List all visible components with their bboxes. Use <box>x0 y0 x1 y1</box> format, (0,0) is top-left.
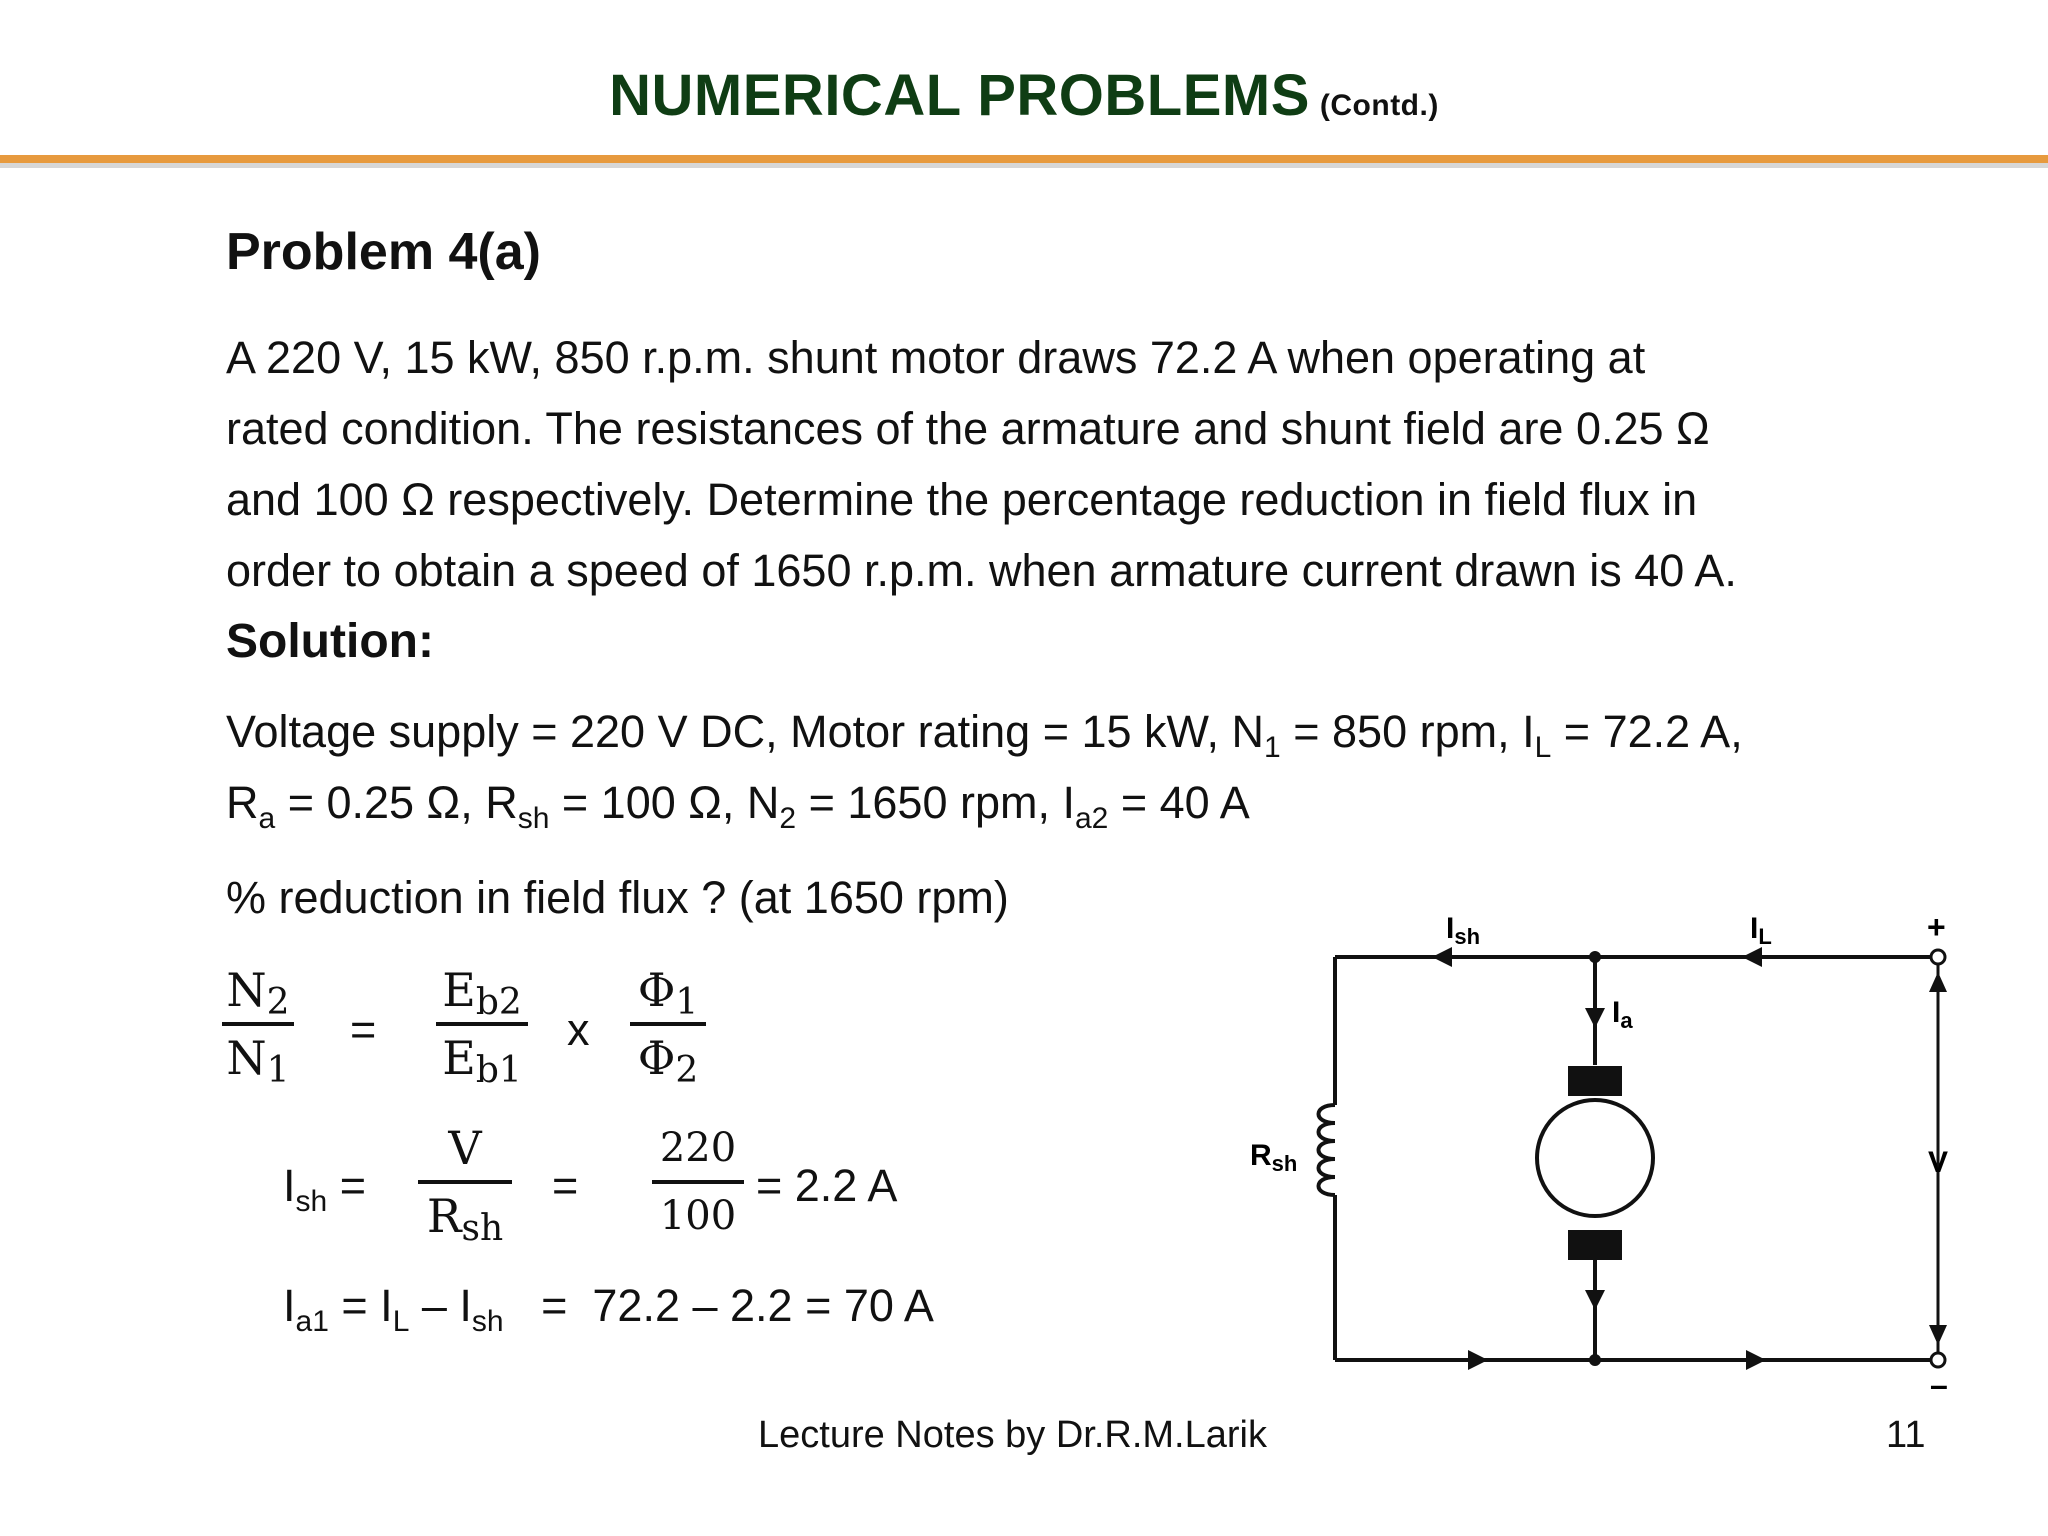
eq3: $I_{a1} = I_L - I_{sh} = 72.2 - 2.2 = 70$ A <box>283 1280 934 1338</box>
eq2-result: = 2.2 A <box>756 1160 898 1211</box>
solution-heading: Solution: <box>226 615 434 668</box>
shunt-field-coil <box>1319 1105 1336 1195</box>
problem-line: rated condition. The resistances of the armature and shunt field are 0.25 Ω <box>226 403 1710 454</box>
brush-top <box>1568 1066 1622 1096</box>
label-minus: – <box>1930 1367 1948 1403</box>
title-text: NUMERICAL PROBLEMS <box>609 63 1310 128</box>
fraction-n2-n1: $N_2$ $N_1$ <box>222 960 294 1088</box>
arrow-ia <box>1585 1008 1605 1028</box>
arrow-bottom-right <box>1746 1350 1766 1370</box>
given-line-2: $R_a = 0.25$ Ω, $R_{sh} = 100$ Ω, $N_2 = 1650$ rpm, $I_{a2} = 40$ A <box>226 777 1250 835</box>
junction-dot-bottom <box>1589 1354 1601 1366</box>
terminal-negative <box>1931 1353 1945 1367</box>
fraction-eb2-eb1: $E_{b2}$ $E_{b1}$ <box>436 960 528 1088</box>
terminal-positive <box>1931 950 1945 964</box>
problem-line: A 220 V, 15 kW, 850 r.p.m. shunt motor draws 72.2 A when operating at <box>226 332 1646 383</box>
label-rsh: $R_{sh}$ <box>1250 1139 1298 1176</box>
problem-heading: Problem 4(a) <box>226 223 541 281</box>
eq1-equals: = <box>350 1004 377 1055</box>
eq2-lhs: $I_{sh}$ = <box>283 1160 366 1218</box>
fraction-220-100: 220 100 <box>652 1118 744 1246</box>
fraction-v-rsh: V $R_{sh}$ <box>418 1118 512 1246</box>
title-suffix: (Contd.) <box>1319 89 1439 122</box>
eq2-equals: = <box>552 1160 579 1211</box>
eq1-times: x <box>567 1004 590 1055</box>
armature-circle <box>1537 1100 1653 1216</box>
junction-dot-top <box>1589 951 1601 963</box>
arrow-il <box>1742 947 1762 967</box>
question-text: % reduction in field flux ? (at 1650 rpm) <box>226 872 1009 923</box>
arrow-bottom-left <box>1468 1350 1488 1370</box>
arrow-voltage-down <box>1929 1325 1947 1345</box>
label-ia: $I_a$ <box>1612 996 1633 1033</box>
label-il: $I_L$ <box>1750 912 1772 949</box>
arrow-armature-bottom <box>1585 1290 1605 1310</box>
arrow-voltage-up <box>1929 972 1947 992</box>
problem-line: and 100 Ω respectively. Determine the percentage reduction in field flux in <box>226 474 1698 525</box>
brush-bottom <box>1568 1230 1622 1260</box>
page-number: 11 <box>1886 1414 1926 1456</box>
fraction-phi1-phi2: $\Phi_1$ $\Phi_2$ <box>630 960 706 1088</box>
label-plus: + <box>1927 909 1946 945</box>
label-ish: $I_{sh}$ <box>1446 912 1481 949</box>
arrow-ish <box>1432 947 1452 967</box>
problem-line: order to obtain a speed of 1650 r.p.m. when armature current drawn is 40 A. <box>226 545 1737 596</box>
footer-credit: Lecture Notes by Dr.R.M.Larik <box>758 1414 1267 1456</box>
label-v: V <box>1928 1146 1949 1179</box>
given-line-1: Voltage supply = 220 V DC, Motor rating = 15 kW, $N_1 = 850$ rpm, $I_L = 72.2$ A, <box>226 706 1743 764</box>
